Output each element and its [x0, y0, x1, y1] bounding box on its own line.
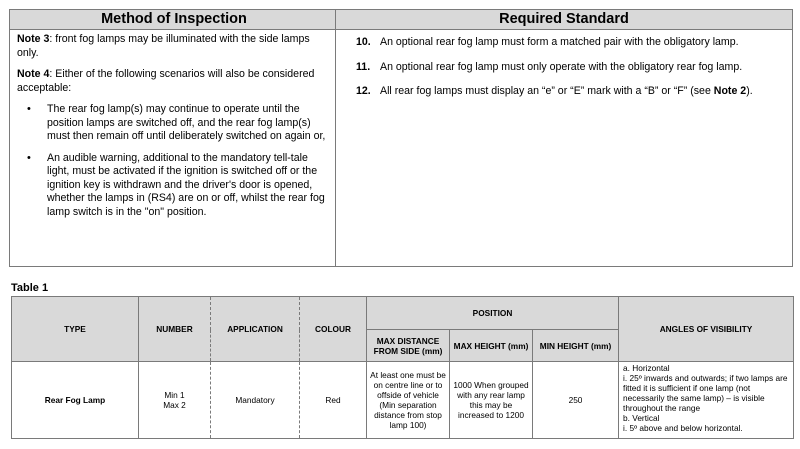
angles-line: b. Vertical	[623, 413, 660, 423]
note-3	[17, 33, 329, 60]
note-4-text: : Either of the following scenarios will also be considered acceptable:	[17, 68, 315, 94]
required-standard-cell	[336, 30, 793, 267]
header-angles-of-visibility: ANGLES OF VISIBILITY	[619, 297, 794, 362]
header-required-standard: Required Standard	[336, 10, 793, 30]
header-max-distance-from-side: MAX DISTANCE FROM SIDE (mm)	[367, 330, 450, 362]
standard-number: 11.	[356, 60, 371, 73]
angles-line: i. 25º inwards and outwards; if two lamps are fitted it is sufficient if one lamp (not necessarily the same lamp) – is visible throughout the range	[623, 373, 788, 413]
standard-text-part: ).	[746, 85, 753, 97]
cell-max-distance: At least one must be on centre line or to offside of vehicle (Min separation distance from stop lamp 100)	[367, 362, 450, 439]
scenario-item: • The rear fog lamp(s) may continue to operate until the position lamps are switched off, and the rear fog lamp(s) must then remain off until deliberately switched on again or,	[47, 103, 329, 144]
table-1	[11, 296, 794, 439]
note-4-scenarios	[17, 103, 329, 219]
header-type: TYPE	[12, 297, 139, 362]
standard-text-part: All rear fog lamps must display an “e” or “E” mark with a “B” or “F” (see	[380, 85, 714, 97]
standard-text: An optional rear fog lamp must only operate with the obligatory rear fog lamp.	[380, 60, 743, 73]
header-number: NUMBER	[139, 297, 211, 362]
standard-number: 10.	[356, 36, 371, 48]
number-min: Min 1	[164, 390, 185, 400]
note-3-text: : front fog lamps may be illuminated with the side lamps only.	[17, 33, 310, 59]
header-max-height: MAX HEIGHT (mm)	[450, 330, 533, 362]
inspection-table	[9, 9, 793, 267]
scenario-item: • An audible warning, additional to the mandatory tell-tale light, must be activated if the ignition is switched off or the ignition key is withdrawn and the driver's door is opened, whether the lamps in (RS4) are on or off, whilst the rear fog lamp switch is in the "on" position.	[47, 152, 329, 220]
cell-application: Mandatory	[211, 362, 300, 439]
header-application: APPLICATION	[211, 297, 300, 362]
cell-type: Rear Fog Lamp	[12, 362, 139, 439]
standard-item	[356, 61, 786, 75]
standard-text	[380, 85, 786, 99]
note-4-label: Note 4	[17, 68, 50, 80]
table-row	[12, 362, 794, 439]
cell-number	[139, 362, 211, 439]
table-1-caption: Table 1	[11, 282, 49, 294]
number-max: Max 2	[163, 400, 186, 410]
standard-number: 12.	[356, 85, 371, 97]
cell-min-height: 250	[533, 362, 619, 439]
standard-item	[356, 36, 786, 50]
note-4	[17, 68, 329, 95]
cell-colour: Red	[300, 362, 367, 439]
angles-line: i. 5º above and below horizontal.	[623, 423, 743, 433]
standard-text: An optional rear fog lamp must form a matched pair with the obligatory lamp.	[380, 36, 739, 48]
header-position: POSITION	[367, 297, 619, 330]
cell-angles-of-visibility	[619, 362, 794, 439]
note-3-label: Note 3	[17, 33, 50, 45]
method-of-inspection-cell	[10, 30, 336, 267]
note-2-reference: Note 2	[713, 85, 747, 97]
angles-line: a. Horizontal	[623, 363, 670, 373]
cell-max-height: 1000 When grouped with any rear lamp this may be increased to 1200	[450, 362, 533, 439]
header-colour: COLOUR	[300, 297, 367, 362]
header-method-of-inspection: Method of Inspection	[10, 10, 336, 30]
standard-item	[356, 85, 786, 99]
header-min-height: MIN HEIGHT (mm)	[533, 330, 619, 362]
